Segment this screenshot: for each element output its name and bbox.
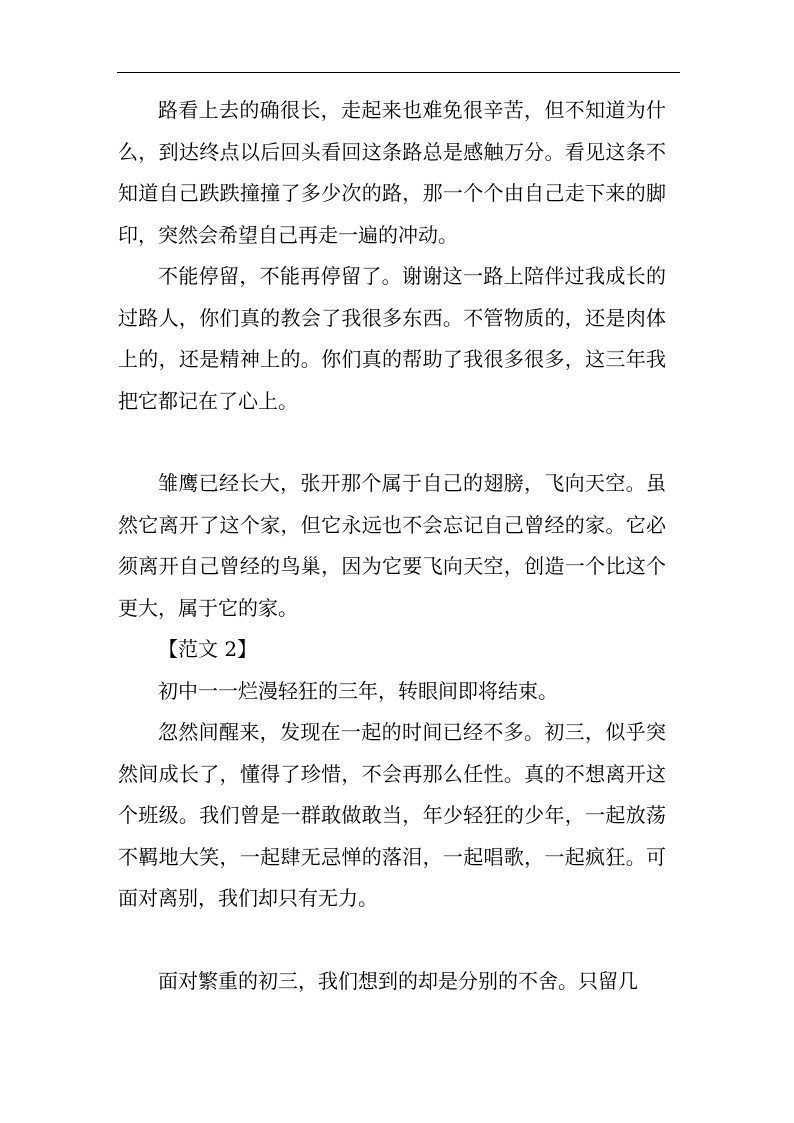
paragraph-junior-high: 初中一一烂漫轻狂的三年，转眼间即将结束。 [158, 678, 558, 703]
document-body [118, 90, 666, 1002]
header-rule [117, 72, 680, 73]
paragraph-road: 路看上去的确很长，走起来也难免很辛苦，但不知道为什么，到达终点以后回头看回这条路总是感触万分。看见这条不知道自己跌跌撞撞了多少次的路，那一个个由自己走下来的脚印，突然会希望自己再走一遍的冲动。 [118, 98, 666, 247]
paragraph-young-eagle: 雏鹰已经长大，张开那个属于自己的翅膀，飞向天空。虽然它离开了这个家，但它永远也不会忘记自己曾经的家。它必须离开自己曾经的鸟巢，因为它要飞向天空，创造一个比这个更大，属于它的家。 [118, 471, 666, 620]
paragraph-no-stopping: 不能停留，不能再停留了。谢谢这一路上陪伴过我成长的过路人，你们真的教会了我很多东西。不管物质的，还是肉体上的，还是精神上的。你们真的帮助了我很多很多，这三年我把它都记在了心上。 [118, 264, 666, 413]
section-heading: 【范文 2】 [158, 637, 258, 661]
paragraph-facing-grade-three: 面对繁重的初三，我们想到的却是分别的不舍。只留几 [158, 968, 638, 993]
paragraph-suddenly-awake: 忽然间醒来，发现在一起的时间已经不多。初三，似乎突然间成长了，懂得了珍惜，不会再那么任性。真的不想离开这个班级。我们曾是一群敢做敢当，年少轻狂的少年，一起放荡不羁地大笑，一起肆无忌惮的落泪，一起唱歌，一起疯狂。可面对离别，我们却只有无力。 [118, 720, 666, 910]
paragraph-gap [118, 920, 666, 961]
paragraph-gap [118, 422, 666, 463]
